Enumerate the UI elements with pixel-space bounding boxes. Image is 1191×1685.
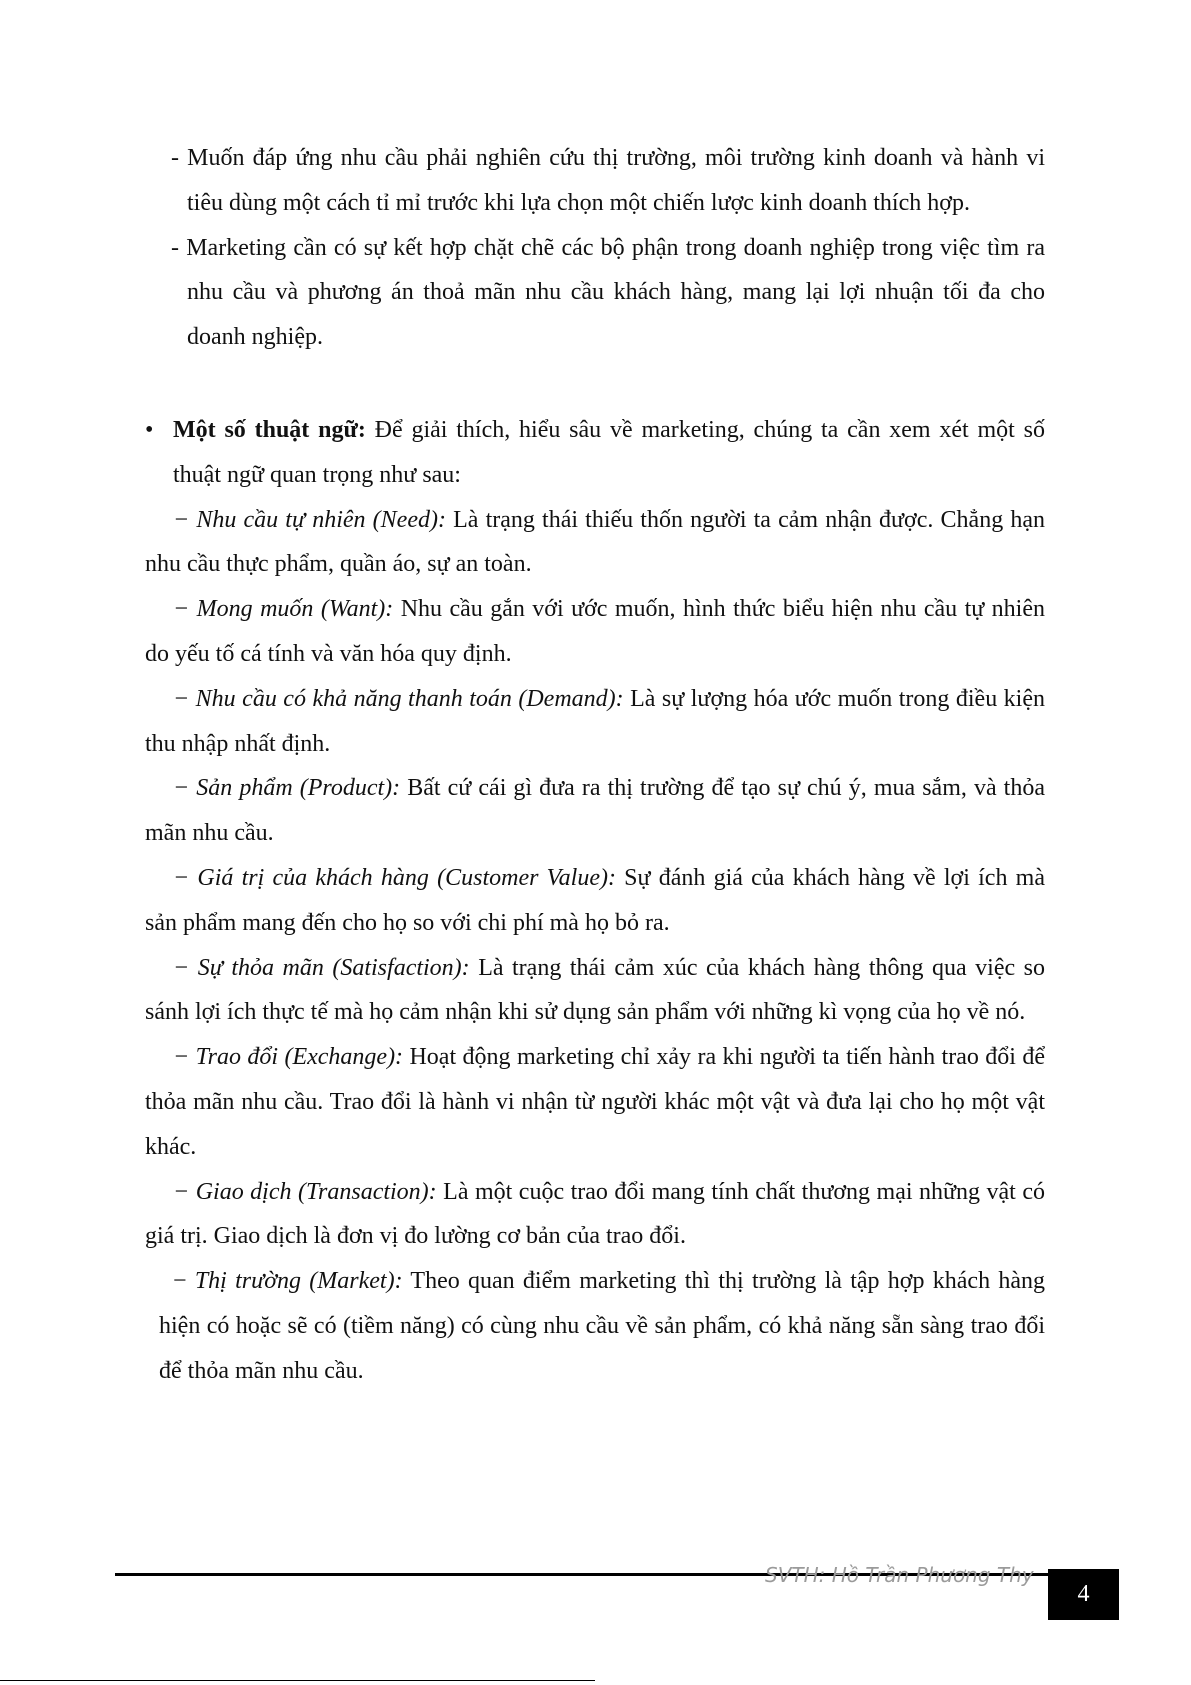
bullet-text: Để giải thích, hiểu sâu về marketing, chúng ta cần xem xét một số thuật ngữ quan trọng như sau: bbox=[173, 416, 1046, 488]
term-dash: − bbox=[173, 1268, 195, 1295]
term-paragraph bbox=[145, 946, 1045, 1036]
footer-author: SVTH: Hồ Trần Phương Thy bbox=[765, 1563, 1034, 1587]
intro-item: - Muốn đáp ứng nhu cầu phải nghiên cứu thị trường, môi trường kinh doanh và hành vi tiêu dùng một cách tỉ mỉ trước khi lựa chọn một chiến lược kinh doanh thích hợp. bbox=[171, 145, 1045, 216]
bullet-label: Một số thuật ngữ: bbox=[173, 416, 366, 443]
intro-item: - Marketing cần có sự kết hợp chặt chẽ các bộ phận trong doanh nghiệp trong việc tìm ra nhu cầu và phương án thoả mãn nhu cầu khách hàng, mang lại lợi nhuận tối đa cho doanh nghiệp. bbox=[171, 234, 1045, 351]
bullet-paragraph bbox=[145, 408, 1045, 498]
term-definition: Là sự lượng hóa ước muốn trong điều kiện thu nhập nhất định. bbox=[145, 685, 1045, 757]
term-paragraph bbox=[145, 498, 1045, 588]
term-definition: Hoạt động marketing chỉ xảy ra khi người ta tiến hành trao đổi để thỏa mãn nhu cầu. Trao đổi là hành vi nhận từ người khác một vật và đưa lại cho họ một vật khác. bbox=[145, 1044, 1046, 1160]
term-name: Thị trường (Market): bbox=[194, 1268, 403, 1295]
bottom-edge-rule bbox=[0, 1680, 595, 1681]
term-definition: Sự đánh giá của khách hàng về lợi ích mà sản phẩm mang đến cho họ so với chi phí mà họ bỏ ra. bbox=[145, 864, 1045, 936]
term-paragraph-market bbox=[145, 1259, 1045, 1393]
page-content bbox=[145, 136, 1045, 1394]
term-definition: Là trạng thái cảm xúc của khách hàng thông qua việc so sánh lợi ích thực tế mà họ cảm nhận khi sử dụng sản phẩm với những kì vọng của họ về nó. bbox=[145, 954, 1046, 1026]
term-name: − Trao đổi (Exchange): bbox=[173, 1044, 404, 1071]
term-paragraph bbox=[145, 766, 1045, 856]
term-name: − Nhu cầu có khả năng thanh toán (Demand): bbox=[173, 685, 624, 712]
term-name: − Sản phẩm (Product): bbox=[173, 775, 401, 802]
page-number: 4 bbox=[1048, 1569, 1119, 1620]
term-name: − Nhu cầu tự nhiên (Need): bbox=[173, 506, 446, 533]
term-name: − Mong muốn (Want): bbox=[173, 596, 394, 623]
term-name: − Sự thỏa mãn (Satisfaction): bbox=[173, 954, 470, 981]
term-definition: Bất cứ cái gì đưa ra thị trường để tạo sự chú ý, mua sắm, và thỏa mãn nhu cầu. bbox=[145, 775, 1046, 847]
bullet-icon: • bbox=[145, 416, 154, 443]
term-paragraph bbox=[145, 1170, 1045, 1260]
term-definition: Theo quan điểm marketing thì thị trường là tập hợp khách hàng hiện có hoặc sẽ có (tiềm năng) có cùng nhu cầu về sản phẩm, có khả năng sẵn sàng trao đổi để thỏa mãn nhu cầu. bbox=[159, 1268, 1046, 1384]
term-definition: Nhu cầu gắn với ước muốn, hình thức biểu hiện nhu cầu tự nhiên do yếu tố cá tính và văn hóa quy định. bbox=[145, 596, 1045, 667]
term-paragraph bbox=[145, 1035, 1045, 1169]
term-name: − Giá trị của khách hàng (Customer Value): bbox=[173, 864, 616, 891]
term-paragraph bbox=[145, 587, 1045, 677]
term-paragraph bbox=[145, 856, 1045, 946]
term-name: − Giao dịch (Transaction): bbox=[173, 1178, 437, 1205]
terms-section bbox=[145, 408, 1045, 1394]
term-definition: Là một cuộc trao đổi mang tính chất thương mại những vật có giá trị. Giao dịch là đơn vị đo lường cơ bản của trao đổi. bbox=[145, 1178, 1045, 1250]
term-definition: Là trạng thái thiếu thốn người ta cảm nhận được. Chẳng hạn nhu cầu thực phẩm, quần áo, sự an toàn. bbox=[145, 506, 1045, 578]
term-paragraph bbox=[145, 677, 1045, 767]
